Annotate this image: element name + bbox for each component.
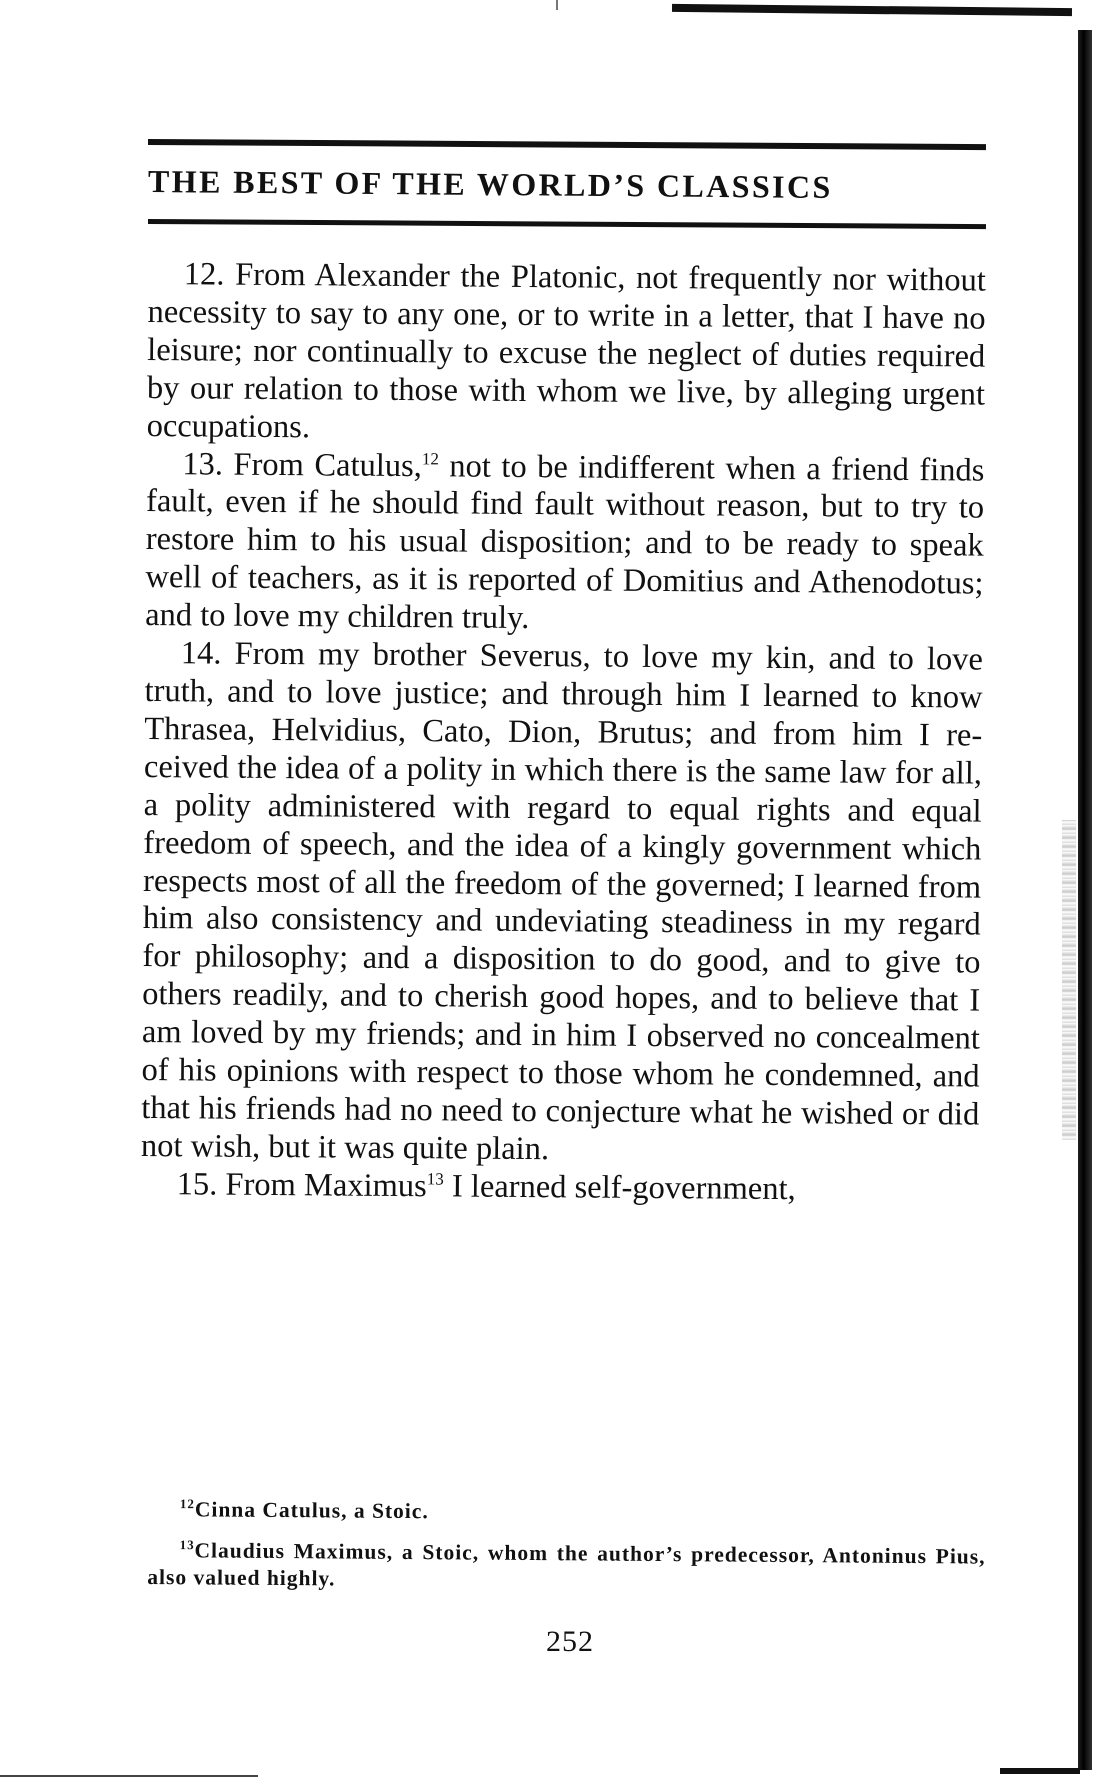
footnote-number: 13 [179, 1537, 195, 1553]
scan-bottom-left-line [0, 1775, 258, 1777]
paragraph-13-start: 13. From Catulus, [182, 445, 423, 484]
page-number: 252 [546, 1625, 594, 1658]
paragraph-13 [145, 446, 984, 642]
paragraph-12: 12. From Alexander the Platonic, not frequently nor without necessity to say to any one, or to write in a letter, that I have no leisure; nor continually to excuse the neglect of duties required by our relation to those with whom we live, by alleging urgent occupations. [146, 256, 986, 445]
paragraph-15-start: 15. From Maximus [176, 1166, 427, 1204]
scan-edge-tick [556, 0, 558, 10]
scan-right-edge [1078, 30, 1092, 1770]
scan-bottom-edge [1000, 1768, 1080, 1774]
header-rule-top [148, 139, 986, 150]
footnote-ref-13: 13 [426, 1169, 444, 1189]
footnote-12 [148, 1496, 986, 1530]
header-rule-bottom [148, 219, 986, 229]
footnote-text: Cinna Catulus, a Stoic. [194, 1497, 429, 1524]
footnote-number: 12 [179, 1496, 195, 1512]
footnote-ref-12: 12 [421, 448, 439, 468]
paragraph-14: 14. From my brother Severus, to love my kin, and to love truth, and to love justice; and through him I learned to know Thrasea, Helvidius, Cato, Dion, Brutus; and from him I received the idea of a polity in which there is the same law for all, a polity administered with regard to equal rights and equal freedom of speech, and the idea of a kingly government which respects most of all the freedom of the governed; I learned from him also consistency and undeviating steadiness in my regard for philosophy; and a disposition to do good, and to give to others readily, and to cherish good hopes, and to believe that I am loved by my friends; and in him I observed no concealment of his opinions with respect to those whom he condemned, and that his friends had no need to conjecture what he wished or did not wish, but it was quite plain. [140, 635, 983, 1168]
footnotes [147, 1496, 986, 1612]
footnote-text: Claudius Maximus, a Stoic, whom the author’s predecessor, Antoninus Pius, also valued highly. [147, 1538, 986, 1591]
paragraph-15 [141, 1166, 979, 1210]
paragraph-13-rest: not to be indifferent when a friend finds fault, even if he should find fault without reason, but to try to restore him to his usual disposition; and to be ready to speak well of teachers, as it is reported of Domitius and Athenodotus; and to love my children truly. [145, 447, 985, 637]
footnote-13 [147, 1537, 985, 1598]
scan-edge-speckle [1062, 820, 1076, 1140]
body-text [141, 256, 986, 1210]
paragraph-15-rest: I learned self-government, [443, 1168, 796, 1207]
scan-top-edge [672, 4, 1072, 16]
running-head: THE BEST OF THE WORLD’S CLASSICS [147, 163, 833, 205]
